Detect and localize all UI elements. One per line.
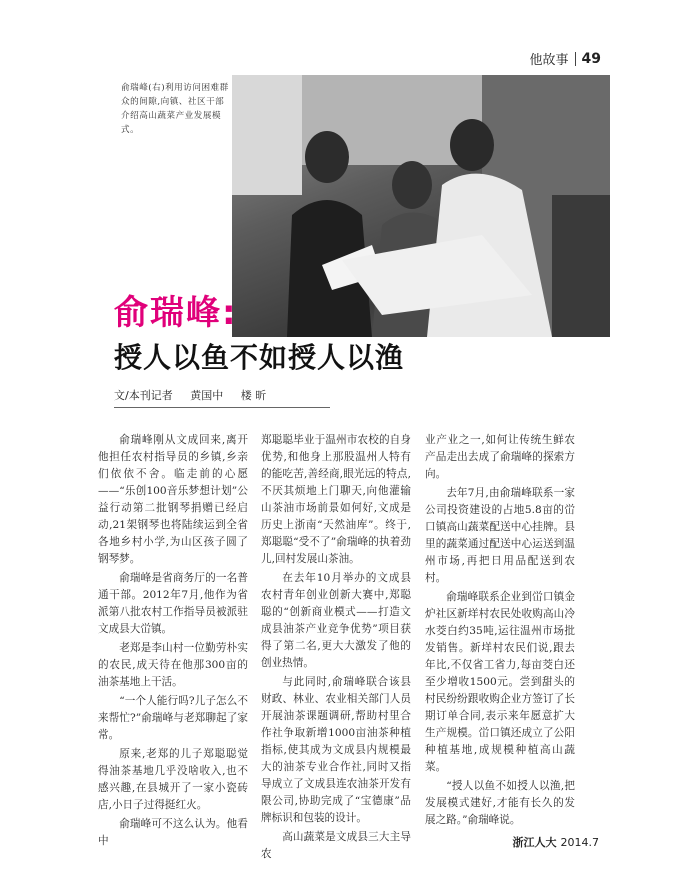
paragraph: 俞瑞峰是省商务厅的一名普通干部。2012年7月,他作为省派第八批农村工作指导员被派驻文成县大峃镇。 xyxy=(98,572,248,635)
article-subtitle: 授人以鱼不如授人以渔 xyxy=(114,341,405,374)
byline-author-2: 楼 昕 xyxy=(240,389,267,402)
paragraph: 去年7月,由俞瑞峰联系一家公司投资建设的占地5.8亩的峃口镇高山蔬菜配送中心挂牌。县里的蔬菜通过配送中心运送到温州市场,再把日用品配送到农村。 xyxy=(425,487,575,584)
paragraph: 俞瑞峰联系企业到峃口镇金炉社区新垟村农民处收购高山冷水茭白约35吨,运往温州市场批发销售。新垟村农民们说,跟去年比,不仅省工省力,每亩茭白还至少增收1500元。尝到甜头的村民纷纷跟收购企业方签订了长期订单合同,表示来年愿意扩大生产规模。峃口镇还成立了公阳种植基地,成规模种植高山蔬菜。 xyxy=(425,591,575,773)
paragraph: 高山蔬菜是文成县三大主导农 xyxy=(261,831,411,860)
paragraph: 在去年10月举办的文成县农村青年创业创新大赛中,郑聪聪的“创新商业模式——打造文成县油茶产业竞争优势”项目获得了第二名,更大大激发了他的创业热情。 xyxy=(261,572,411,669)
article-title: 俞瑞峰: xyxy=(114,293,238,333)
paragraph: 郑聪聪毕业于温州市农校的自身优势,和他身上那股温州人特有的能吃苦,善经商,眼光远的特点,不厌其烦地上门聊天,向他灌输山茶油市场前景如何好,文成是历史上浙南“天然油库”。终于,郑聪聪“受不了”俞瑞峰的执着劲儿,回村发展山茶油。 xyxy=(261,434,411,565)
paragraph: 业产业之一,如何让传统生鲜农产品走出去成了俞瑞峰的探索方向。 xyxy=(425,434,575,480)
issue-number: 2014.7 xyxy=(560,835,599,849)
byline-author-1: 黄国中 xyxy=(190,389,224,402)
text-column-2 xyxy=(261,432,411,865)
paragraph: 老郑是李山村一位勤劳朴实的农民,成天待在他那300亩的油茶基地上干活。 xyxy=(98,642,248,688)
paragraph: 俞瑞峰可不这么认为。他看中 xyxy=(98,818,248,847)
section-label: 他故事 xyxy=(529,53,569,68)
text-column-1 xyxy=(98,432,248,852)
page-footer xyxy=(513,834,600,850)
paragraph: 俞瑞峰刚从文成回来,离开他担任农村指导员的乡镇,乡亲们依依不舍。临走前的心愿——“乐创100音乐梦想计划”公益行动第二批钢琴捐赠已经启动,21架钢琴也将陆续运到全省各地乡村小学,为山区孩子圆了钢琴梦。 xyxy=(98,434,248,565)
running-header xyxy=(530,49,602,68)
magazine-name: 浙江人大 xyxy=(512,836,557,849)
article-photo xyxy=(232,75,610,337)
paragraph: 原来,老郑的儿子郑聪聪觉得油茶基地几乎没啥收入,也不感兴趣,在县城开了一家小瓷砖店,小日子过得挺红火。 xyxy=(98,748,248,811)
byline-label: 文/本刊记者 xyxy=(114,389,173,402)
photo-illustration xyxy=(232,75,610,337)
byline-rule xyxy=(114,407,330,408)
paragraph: 与此同时,俞瑞峰联合该县财政、林业、农业相关部门人员开展油茶课题调研,帮助村里合作社争取新增1000亩油茶种植指标,使其成为文成县内规模最大的油茶专业合作社,同时又指导成立了文成县连农油茶开发有限公司,协助完成了“宝德康”品牌标识和包装的设计。 xyxy=(261,676,411,824)
paragraph: “授人以鱼不如授人以渔,把发展模式建好,才能有长久的发展之路。”俞瑞峰说。 xyxy=(425,780,575,826)
photo-caption: 俞瑞峰(右)利用访问困难群众的间隙,向镇、社区干部介绍高山蔬菜产业发展模式。 xyxy=(121,83,229,135)
text-column-3 xyxy=(425,432,575,831)
paragraph: “一个人能行吗?儿子怎么不来帮忙?”俞瑞峰与老郑聊起了家常。 xyxy=(98,695,248,741)
header-divider xyxy=(575,52,576,66)
page-number: 49 xyxy=(581,50,601,67)
byline xyxy=(114,387,280,403)
